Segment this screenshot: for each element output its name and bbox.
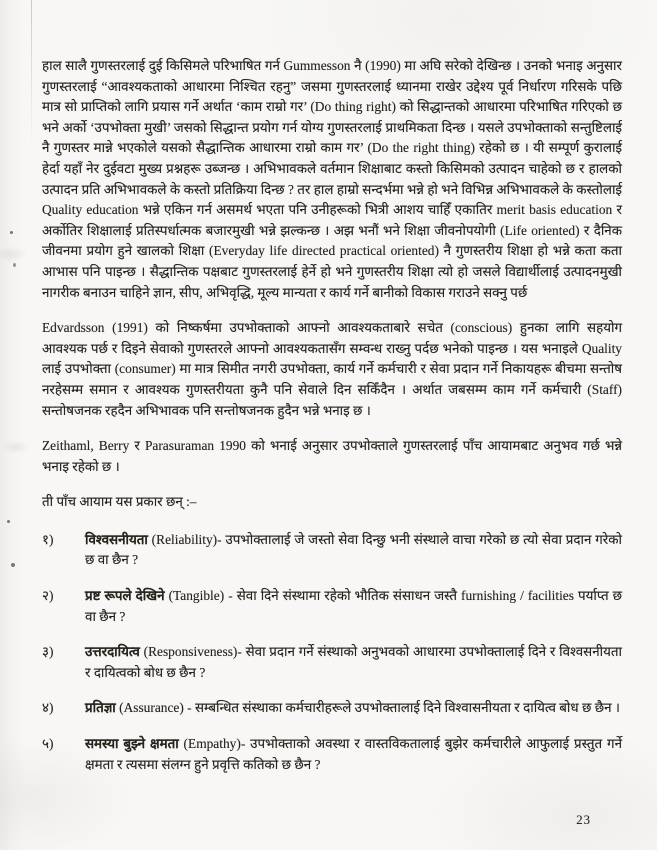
five-dimensions-intro: ती पाँच आयाम यस प्रकार छन् :– xyxy=(42,494,197,510)
dimension-description: (Tangible) - सेवा दिने संस्थामा रहेको भौतिक संसाधन जस्तै furnishing / facilities पर्याप्त छ वा छैन ? xyxy=(85,588,622,624)
dimension-term: समस्या बुझ्ने क्षमता xyxy=(85,736,179,752)
list-item-responsiveness xyxy=(42,642,622,683)
list-number: ५) xyxy=(42,736,54,752)
dimension-term: विश्वसनीयता xyxy=(85,531,148,547)
scan-speck xyxy=(13,263,16,267)
list-item-text xyxy=(85,586,622,627)
scan-smudge xyxy=(2,440,30,454)
paragraph-zeithaml-berry-parasuraman: Zeithaml, Berry र Parasuraman 1990 को भनाई अनुसार उपभोक्ताले गुणस्तरलाई पाँच आयामबाट अनुभव गर्छ भन्ने भनाइ रहेको छ । xyxy=(42,438,622,474)
list-item-text xyxy=(85,642,622,683)
dimension-description: (Responsiveness)- सेवा प्रदान गर्ने संस्थाको अनुभवको आधारमा उपभोक्तालाई दिने र विश्वसनीयता र दायित्वको बोध छ छैन ? xyxy=(85,644,622,680)
dimension-description: (Empathy)- उपभोक्ताको अवस्था र वास्तविकतालाई बुझेर कर्मचारीले आफुलाई प्रस्तुत गर्ने क्षमता र त्यसमा संलग्न हुने प्रवृत्ति कतिको छ छैन ? xyxy=(85,736,622,772)
list-item-text xyxy=(85,530,622,571)
scan-speck xyxy=(10,231,13,234)
list-item-empathy xyxy=(42,734,622,775)
list-number: १) xyxy=(42,531,54,547)
list-item-assurance xyxy=(42,698,622,719)
list-number: २) xyxy=(42,588,54,604)
scan-speck xyxy=(7,520,10,523)
scan-smudge xyxy=(0,246,28,262)
list-number: ३) xyxy=(42,644,54,660)
list-item-text xyxy=(85,734,622,775)
list-item-reliability xyxy=(42,530,622,571)
dimension-term: उत्तरदायित्व xyxy=(85,644,140,660)
list-item-text xyxy=(85,698,622,719)
dimension-term: प्रष्ट रूपले देखिने xyxy=(85,588,165,604)
dimension-term: प्रतिज्ञा xyxy=(85,700,116,716)
list-item-tangible xyxy=(42,586,622,627)
paragraph-quality-definitions: हाल सालै गुणस्तरलाई दुई किसिमले परिभाषित गर्न Gummesson नै (1990) मा अघि सरेको देखिन्छ । उनको भनाइ अनुसार गुणस्तरलाई “आवश्यकताको आधारमा निश्चित रहनु” जसमा गुणस्तरलाई ध्यानमा राखेर उद्देश्य पूर्व निर्धारण गरिसके पछि मात्र सो प्राप्तिको लागि प्रयास गर्ने अर्थात ‘काम राम्रो गर’ (Do thing right) को सिद्धान्तको आधारमा परिभाषित गरिएको छ भने अर्को ‘उपभोक्ता मुखी’ जसको सिद्धान्त प्रयोग गर्न योग्य गुणस्तरलाई प्राथमिकता दिन्छ । यसले उपभोक्ताको सन्तुष्टिलाई नै गुणस्तर मान्ने भएकोले यसको सैद्धान्तिक आधारमा राम्रो काम गर’ (Do the right thing) रहेको छ । यी सम्पूर्ण कुरालाई हेर्दा यहाँ नेर दुईवटा मुख्य प्रश्नहरू उब्जन्छ । अभिभावकले वर्तमान शिक्षाबाट कस्तो किसिमको उत्पादन चाहेको छ र हालको उत्पादन प्रति अभिभावकले के कस्तो प्रतिक्रिया दिन्छ ? तर हाल हाम्रो सन्दर्भमा भन्ने हो भने विभिन्न अभिभावकले के कस्तोलाई Quality education भन्ने एकिन गर्न असमर्थ भएता पनि उनीहरूको भित्री आशय चाहिँ एकातिर merit basis education र अर्कोतिर शिक्षालाई प्रतिस्पर्धात्मक बजारमुखी भन्ने झल्कन्छ । अझ भनौं भने शिक्षा जीवनोपयोगी (Life oriented) र दैनिक जीवनमा प्रयोग हुने खालको शिक्षा (Everyday life directed practical oriented) नै गुणस्तरीय शिक्षा हो भन्ने कता कता आभास पनि पाइन्छ । सैद्धान्तिक पक्षबाट गुणस्तरलाई हेर्ने हो भने गुणस्तरीय शिक्षा त्यो हो जसले विद्यार्थीलाई उत्पादनमुखी नागरीक बनाउन चाहिने ज्ञान, सीप, अभिवृद्धि, मूल्य मान्यता र कार्य गर्ने बानीको विकास गराउने सक्नु पर्छ xyxy=(42,58,622,300)
scan-speck xyxy=(11,563,15,567)
paragraph-edvardsson: Edvardsson (1991) को निष्कर्षमा उपभोक्ताको आफ्नो आवश्यकताबारे सचेत (conscious) हुनका लागि सहयोग आवश्यक पर्छ र दिइने सेवाको गुणस्तरले आफ्नो आवश्यकतासँग सम्वन्ध राख्नु पर्दछ भनेको पाइन्छ । यस भनाइले Quality लाई उपभोक्ता (consumer) मा मात्र सिमीत नगरी उपभोक्ता, कार्य गर्ने कर्मचारी र सेवा प्रदान गर्ने निकायहरू बीचमा सन्तोष नरहेसम्म समान र आवश्यक गुणस्तरीयता कुनै पनि सेवाले दिन सकिँदैन । अर्थात जबसम्म काम गर्ने कर्मचारी (Staff) सन्तोषजनक रहदैन अभिभावक पनि सन्तोषजनक हुदैन भन्ने भनाइ छ । xyxy=(42,320,622,418)
page-number: 23 xyxy=(576,813,591,827)
scan-edge-line xyxy=(31,0,32,150)
dimension-description: (Assurance) - सम्बन्धित संस्थाका कर्मचारीहरूले उपभोक्तालाई दिने विश्वासनीयता र दायित्व बोध छ छैन । xyxy=(115,700,620,716)
list-number: ४) xyxy=(42,700,54,716)
body-text xyxy=(42,56,622,790)
dimension-description: (Reliability)- उपभोक्तालाई जे जस्तो सेवा दिन्छु भनी संस्थाले वाचा गरेको छ त्यो सेवा प्रदान गरेको छ वा छैन ? xyxy=(85,531,622,568)
